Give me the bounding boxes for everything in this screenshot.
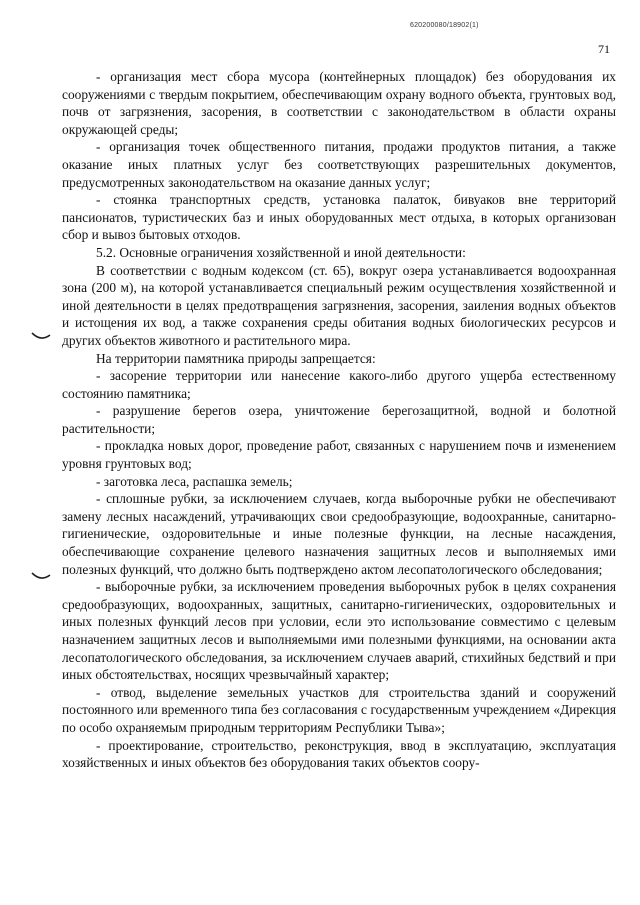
paragraph: На территории памятника природы запрещается: [96, 350, 376, 366]
paragraph: - прокладка новых дорог, проведение работ, связанных с нарушением почв и изменением уровня грунтовых вод; [62, 438, 616, 472]
paragraph: - сплошные рубки, за исключением случаев, когда выборочные рубки не обеспечивают замену лесных насаждений, утрачивающих свои средообразующие, водоохранные, санитарно-гигиенические, оздоровительные и иные полезные функции, на лесные насаждения, обеспечивающие сохранение целевого назначения защитных лесов и выполняемых ими полезных функций, что должно быть подтверждено актом лесопатологического обследования; [62, 491, 616, 577]
margin-mark-icon [30, 331, 52, 343]
paragraph: - выборочные рубки, за исключением проведения выборочных рубок в целях сохранения средообразующих, водоохранных, защитных, санитарно-гигиенических, оздоровительных и иных полезных функций лесов при условии, если это использование совместимо с целевым назначением защитных лесов и выполняемыми ими полезными функциями, на основании акта лесопатологического обследования, за исключением случаев аварий, стихийных бедствий и при иных обстоятельствах, носящих чрезвычайный характер; [62, 579, 616, 683]
paragraph: - засорение территории или нанесение какого-либо другого ущерба естественному состоянию памятника; [62, 368, 616, 401]
section-heading: 5.2. Основные ограничения хозяйственной и иной деятельности: [96, 244, 466, 260]
paragraph: - проектирование, строительство, реконструкция, ввод в эксплуатацию, эксплуатация хозяйственных и иных объектов без оборудования таких объектов соору- [62, 737, 616, 771]
paragraph: В соответствии с водным кодексом (ст. 65), вокруг озера устанавливается водоохранная зона (200 м), на которой устанавливается специальный режим осуществления хозяйственной и иной деятельности в целях предотвращения загрязнения, засорения, заиления водных объектов и истощения их вод, а также сохранения среды обитания водных биологических ресурсов и других объектов животного и растительного мира. [62, 262, 616, 348]
paragraph: - отвод, выделение земельных участков для строительства зданий и сооружений постоянного или временного типа без согласования с государственным учреждением «Дирекция по особо охраняемым природным территориям Республики Тыва»; [62, 684, 616, 735]
paragraph: - стоянка транспортных средств, установка палаток, бивуаков вне территорий пансионатов, туристических баз и иных оборудованных мест отдыха, в которых организован сбор и вывоз бытовых отходов. [62, 192, 616, 243]
paragraph: - организация мест сбора мусора (контейнерных площадок) без оборудования их сооружениями с твердым покрытием, обеспечивающим охрану водного объекта, грунтовых вод, почв от загрязнения, засорения, в соответствии с законодательством в области охраны окружающей среды; [62, 69, 616, 137]
page-number: 71 [598, 42, 610, 56]
paragraph: - заготовка леса, распашка земель; [96, 473, 293, 489]
paragraph: - разрушение берегов озера, уничтожение берегозащитной, водной и болотной растительности; [62, 403, 616, 436]
margin-mark-icon [30, 571, 52, 583]
paragraph: - организация точек общественного питания, продажи продуктов питания, а также оказание иных платных услуг без соответствующих разрешительных документов, предусмотренных законодательством на оказание данных услуг; [62, 139, 616, 190]
document-id: 620200080/18902(1) [410, 22, 479, 29]
document-body [62, 68, 616, 772]
